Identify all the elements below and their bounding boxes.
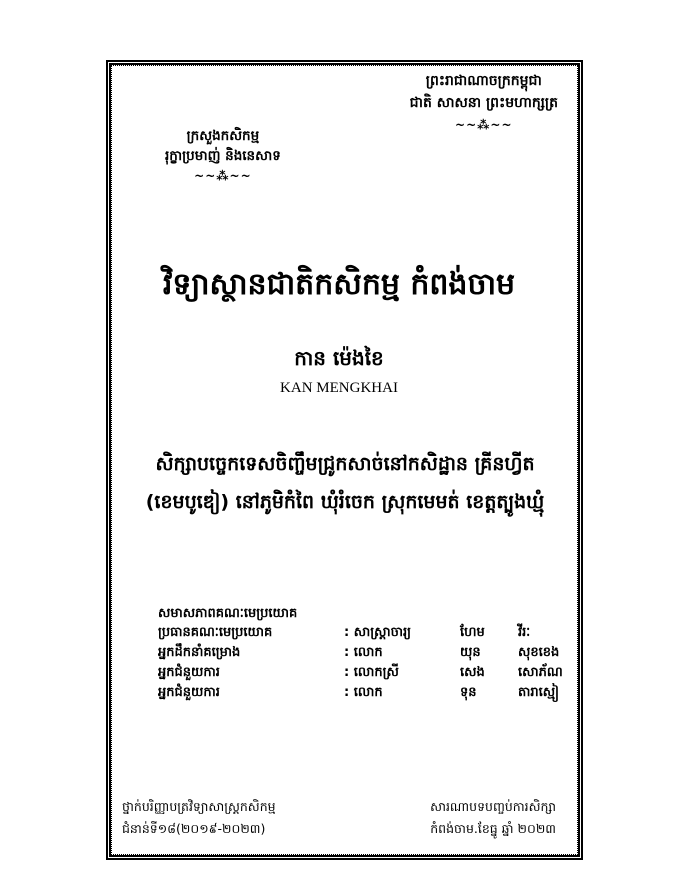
committee-row [158, 684, 588, 704]
member-title: : លោក [344, 685, 383, 700]
institute-title: វិទ្យាស្ថានជាតិកសិកម្ម កំពង់ចាម [162, 267, 516, 302]
national-motto: ជាតិ សាសនា ព្រះមហាក្សត្រ [409, 95, 558, 111]
member-role: អ្នកជំនួយការ [158, 685, 220, 700]
member-role: អ្នកជំនួយការ [158, 665, 220, 680]
kingdom-header [410, 70, 558, 136]
member-title: : លោកស្រី [344, 665, 399, 680]
author-name-khmer: កាន ម៉េងខៃ [294, 346, 384, 370]
member-title: : លោក [344, 645, 383, 660]
ministry-name: ក្រសួងកសិកម្ម [186, 128, 260, 144]
member-given-name: វីរៈ [518, 625, 531, 640]
generation: ជំនាន់ទី១៨(២០១៩-២០២៣) [122, 821, 266, 836]
thesis-info [430, 796, 556, 840]
author-name-english: KAN MENGKHAI [280, 380, 398, 396]
place-date: កំពង់ចាម.ខែធ្នូ ឆ្នាំ ២០២៣ [430, 821, 556, 836]
ministry-header [165, 126, 281, 186]
member-role: ប្រធានគណៈមេប្រយោគ [158, 625, 273, 640]
member-given-name: សុខខេង [518, 645, 560, 660]
member-title: : សាស្ត្រាចារ្យ [344, 625, 411, 640]
committee-heading: សមាសភាពគណៈមេប្រយោគ [158, 606, 298, 621]
member-family-name: ហែម [460, 625, 485, 640]
thesis-title: សិក្សាបច្ចេកទេសចិញ្ចឹមជ្រូកសាច់នៅកសិដ្ឋាន គ្រីនហ្វីត (ខេមបូឌៀ) នៅភូមិកំពៃ ឃុំរំចេក ស្រុកមេមត់ ខេត្តត្បូងឃ្មុំ [145, 453, 545, 513]
committee-row [158, 644, 588, 664]
member-given-name: សោភ័ណ [518, 665, 563, 680]
committee-row [158, 624, 588, 644]
member-family-name: សេង [460, 665, 485, 680]
kingdom-name: ព្រះរាជាណាចក្រកម្ពុជា [425, 73, 542, 89]
kingdom-ornament: ~~⁂~~ [455, 118, 513, 132]
degree-name: ថ្នាក់បរិញ្ញាបត្រវិទ្យាសាស្ត្រកសិកម្ម [122, 799, 276, 814]
ministry-subname: រុក្ខាប្រមាញ់ និងនេសាទ [165, 148, 281, 164]
member-family-name: យុន [460, 645, 481, 660]
ministry-ornament: ~~⁂~~ [194, 169, 252, 183]
committee-row [158, 664, 588, 684]
thesis-type: សារណាបទបញ្ចប់ការសិក្សា [430, 799, 556, 814]
member-family-name: ទុន [460, 685, 477, 700]
degree-info [122, 796, 276, 840]
committee-list [158, 624, 588, 704]
member-role: អ្នកដឹកនាំគម្រោង [158, 645, 241, 660]
member-given-name: តារាស្មៀ [518, 685, 560, 700]
